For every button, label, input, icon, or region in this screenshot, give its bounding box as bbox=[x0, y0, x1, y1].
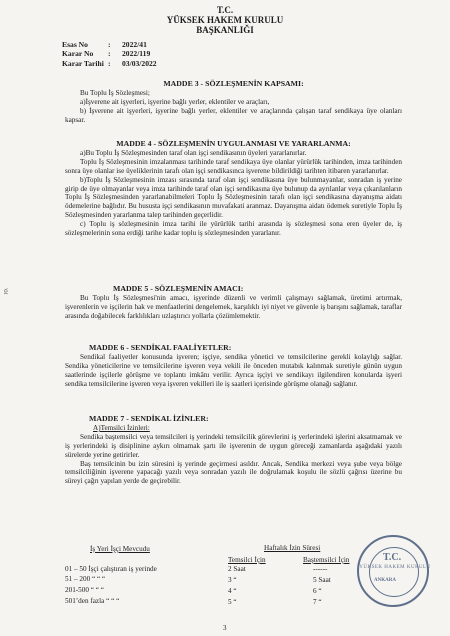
table-row-head: 6 “ bbox=[313, 587, 322, 595]
table-row-rep: 4 “ bbox=[228, 587, 237, 595]
table-dash: ------ bbox=[313, 565, 328, 573]
table-row-label: 51 – 200 “ “ “ bbox=[65, 575, 106, 583]
table-row-label: 01 – 50 İşçi çalıştıran iş yerinde bbox=[65, 565, 157, 573]
section-madde-7 bbox=[65, 415, 402, 486]
paragraph: Baş temsilcinin bu izin süresini iş yerinde geçirmesi asıldır. Ancak, Sendika merkezi veya şube veya bölge temsilciliğinin işverene yapacağı yazılı veya sonradan yazılı ile doğrulamak koşulu ile sözlü çağrısı üzerine bu süreyi çağrı yapılan yerde de geçirebilir. bbox=[65, 459, 402, 486]
section-title: MADDE 5 - SÖZLEŞMENİN AMACI: bbox=[113, 284, 244, 293]
subsection-title: A)Temsilci İzinleri: bbox=[93, 423, 150, 432]
table-row-rep: 3 “ bbox=[228, 576, 237, 584]
header-line-2: YÜKSEK HAKEM KURULU bbox=[166, 15, 284, 25]
paragraph: b)Toplu İş Sözleşmesinin imzası sırasında taraf olan işçi sendikasına üye bulunmayanlar, sonradan iş yerine girip de üye olmayanlar veya imza tarihinde taraf olan işçi sendikasına üye bulunup da ayrılanlar veya çıkarılanların Toplu İş Sözleşmesinden yararlanabilmeleri Toplu İş Sözleşmesinin tarafı olan işçi sendikasına dayanışma aidatı ödemelerine bağlıdır. Bu hususta işçi sendikasının muvafakati aranmaz. Dayanışma aidatı ödemek suretiyle Toplu İş Sözleşmesinden yararlanma talep tarihinden geçerlidir. bbox=[65, 175, 402, 220]
header-line-3: BAŞKANLIĞI bbox=[196, 25, 254, 35]
table-row-head: 7 “ bbox=[313, 598, 322, 606]
section-madde-6 bbox=[65, 344, 402, 389]
meta-value: 2022/41 bbox=[122, 40, 147, 49]
table-col2-title: Temsilci İçin bbox=[228, 556, 266, 564]
table-right-title: Haftalık İzin Süresi bbox=[264, 544, 321, 552]
meta-separator: : bbox=[108, 49, 111, 59]
stamp-center-text: T.C. bbox=[383, 552, 402, 563]
table-col3-title: Baştemsilci İçin bbox=[303, 556, 350, 564]
paragraph: a)Bu Toplu İş Sözleşmesinden taraf olan işçi sendikasının üyeleri yararlanırlar. bbox=[80, 148, 307, 157]
section-title: MADDE 7 - SENDİKAL İZİNLER: bbox=[89, 414, 209, 423]
stamp-small-text: ANKARA bbox=[374, 578, 396, 583]
section-title: MADDE 3 - SÖZLEŞMENİN KAPSAMI: bbox=[163, 79, 304, 88]
header-line-1: T.C. bbox=[216, 5, 234, 15]
paragraph: c) Toplu iş sözleşmesinin imza tarihi ile yürürlük tarihi arasında iş sözleşmesi sona eren üyeler de, iş sözleşmelerinin sona erdiği tarihe kadar toplu iş sözleşmesinden yararlanır. bbox=[65, 220, 402, 238]
side-mark: ıo. bbox=[1, 287, 10, 295]
meta-row bbox=[62, 59, 157, 68]
table-row-rep: 2 Saat bbox=[228, 565, 246, 573]
meta-value: 2022/119 bbox=[122, 49, 151, 59]
paragraph: a)İşverene ait işyerleri, işyerine bağlı yerler, eklentiler ve araçları, bbox=[80, 97, 270, 106]
paragraph: Bu Toplu İş Sözleşmesi; bbox=[80, 88, 150, 97]
table-row-head: 5 Saat bbox=[313, 576, 331, 584]
paragraph: Sendikal faaliyetler konusunda işveren; işçiye, sendika yönetici ve temsilcilerine gerekli kolaylığı sağlar. Sendika yöneticilerine ve temsilcilerine işveren veya vekili ile önceden mutabık kalınmak suretiyle günün uygun saatlerinde işçilerle görüşme ve toplantı imkânı verilir. Ayrıca işçiyi ve sendikayı ilgilendiren konularda işyeri sendika temsilcilerine işveren veya işveren vekilleri ile iş saatleri içerisinde görüşme olanağı sağlanır. bbox=[65, 352, 402, 388]
official-stamp bbox=[357, 535, 429, 607]
meta-label: Esas No bbox=[62, 40, 88, 49]
page-number: 3 bbox=[223, 624, 227, 632]
table-row-label: 201-500 “ “ “ bbox=[65, 586, 104, 594]
meta-separator: : bbox=[108, 58, 111, 68]
paragraph: Toplu İş Sözleşmesinin imzalanması tarihinde taraf sendikaya üye olanlar yürürlük tarihinden, imza tarihinden sonra üye olanlar ise üyeliklerinin tarafı olan işçi sendikasınca işverene bildirildiği tarihten itibaren yararlanırlar. bbox=[65, 157, 402, 175]
table-col1-title: İş Yeri İşçi Mevcudu bbox=[90, 545, 150, 553]
section-title: MADDE 6 - SENDİKAL FAALİYETLER: bbox=[89, 343, 232, 352]
paragraph: Bu Toplu İş Sözleşmesi'nin amacı, işyerinde düzenli ve verimli çalışmayı sağlamak, üretimi artırmak, işverenlerin ve işçilerin hak ve menfaatlerini dengelemek, karşılıklı iyi niyet ve güvenle iş barışını sağlamak, taraflar arasında doğabilecek farklılıkları uzlaştırıcı yollarla çözümlemektir. bbox=[65, 293, 402, 320]
meta-block bbox=[62, 40, 157, 68]
section-madde-4 bbox=[65, 140, 402, 238]
section-madde-5 bbox=[65, 285, 402, 321]
meta-row bbox=[62, 49, 157, 58]
section-title: MADDE 4 - SÖZLEŞMENİN UYGULANMASI VE YARARLANMA: bbox=[116, 139, 351, 148]
paragraph: b) İşverene ait işyerleri, işyerine bağlı yerler, eklentiler ve araçlarında çalışan taraf sendikaya üye olanları kapsar. bbox=[65, 106, 402, 124]
meta-row bbox=[62, 40, 157, 49]
table-row-label: 501’den fazla “ “ “ bbox=[65, 597, 120, 605]
meta-label: Karar No bbox=[62, 49, 94, 59]
paragraph: Sendika baştemsilci veya temsilcileri iş yerindeki temsilcilik görevlerini iş yerlerindeki işlerini aksatmamak ve iş yerlerindeki iş disiplinine aykırı olmamak şartı ile işverenin de uygun göreceği zamanlarda aşağıdaki yazılı sürelerde yerine getirirler. bbox=[65, 432, 402, 459]
table-row-rep: 5 “ bbox=[228, 598, 237, 606]
stamp-ring-text: YÜKSEK HAKEM KURULU bbox=[359, 565, 431, 570]
meta-label: Karar Tarihi bbox=[62, 58, 104, 68]
meta-separator: : bbox=[108, 40, 111, 49]
meta-value: 03/03/2022 bbox=[122, 58, 157, 68]
section-madde-3 bbox=[65, 80, 402, 125]
